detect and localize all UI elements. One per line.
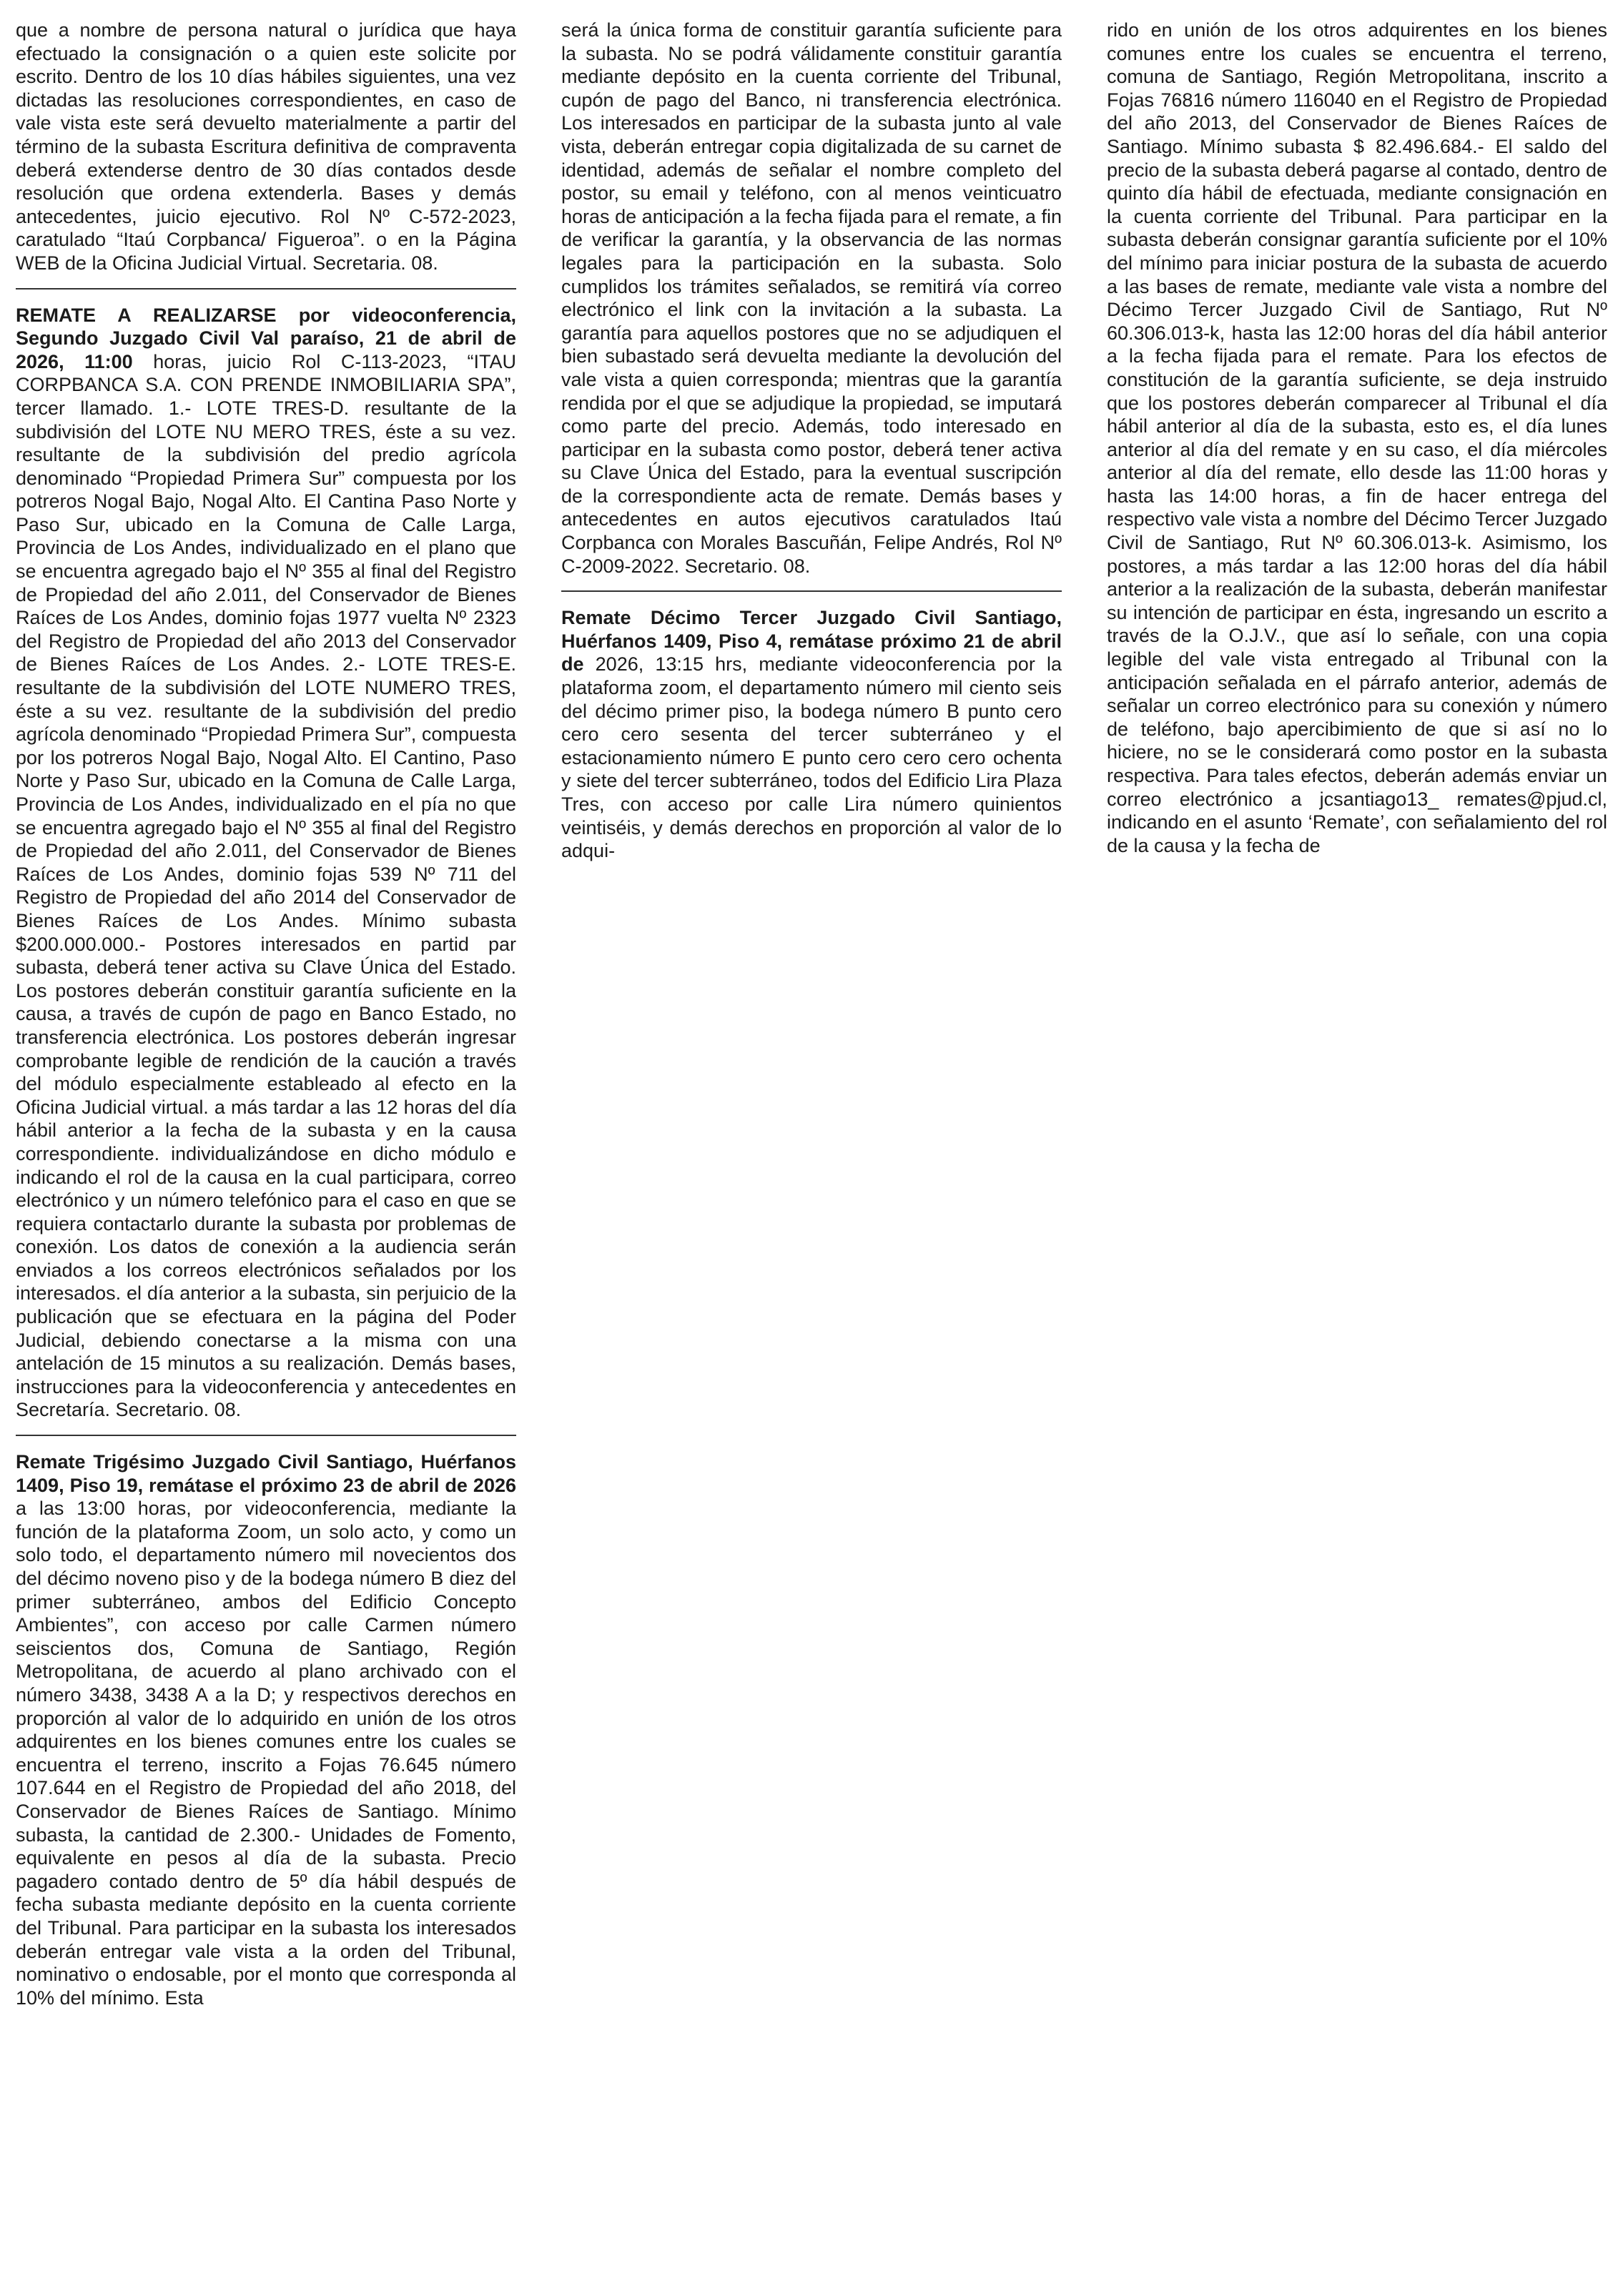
notice-continuation	[561, 19, 1062, 578]
notice-divider	[16, 1435, 516, 1436]
column-1	[16, 19, 516, 2282]
column-3	[1107, 19, 1607, 2282]
notice-remate-trigesimo	[16, 1450, 516, 2009]
notice-body: será la única forma de constituir garantía suficiente para la subasta. No se podrá válidamente constituir garantía mediante depósito en la cuenta corriente del Tribunal, cupón de pago del Banco, ni transferencia electrónica. Los interesados en participar de la subasta junto al vale vista, deberán entregar copia digitalizada de su carnet de identidad, además de señalar el nombre completo del postor, su email y teléfono, con al menos veinticuatro horas de anticipación a la fecha fijada para el remate, a fin de verificar la garantía, y la observancia de las normas legales para la participación en la subasta. Solo cumplidos los trámites señalados, se remitirá vía correo electrónico el link con la invitación a la subasta. La garantía para aquellos postores que no se adjudiquen el bien subastado será devuelta mediante la devolución del vale vista a quien corresponda; mientras que la garantía rendida por el que se adjudique la propiedad, se imputará como parte del precio. Además, todo interesado en participar en la subasta como postor, deberá tener activa su Clave Única del Estado, para la eventual suscripción de la correspondiente acta de remate. Demás bases y antecedentes en autos ejecutivos caratulados Itaú Corpbanca con Morales Bascuñán, Felipe Andrés, Rol Nº C-2009-2022. Secretario. 08.	[561, 19, 1062, 577]
notice-body: 2026, 13:15 hrs, mediante videoconferencia por la plataforma zoom, el departamento número mil ciento seis del décimo primer piso, la bodega número B punto cero cero cero sesenta del tercer subterráneo y el estacionamiento número E punto cero cero cero ochenta y siete del tercer subterráneo, todos del Edificio Lira Plaza Tres, con acceso por calle Lira número quinientos veintiséis, y demás derechos en proporción al valor de lo adqui-	[561, 653, 1062, 862]
notice-remate-valparaiso	[16, 304, 516, 1422]
notice-continuation	[16, 19, 516, 275]
notice-heading: Remate Décimo Tercer Juzgado Civil Santiago, Huérfanos 1409, Piso 4, remátase próximo 21 de abril de	[561, 607, 1062, 676]
notice-remate-decimo-tercer	[561, 606, 1062, 863]
notice-heading: REMATE A REALIZARSE por videoconferencia, Segundo Juzgado Civil Val paraíso, 21 de abril de 2026, 11:00	[16, 304, 516, 372]
column-2	[561, 19, 1062, 2282]
notice-body: rido en unión de los otros adquirentes en los bienes comunes entre los cuales se encuentra el terreno, comuna de Santiago, Región Metropolitana, inscrito a Fojas 76816 número 116040 en el Registro de Propiedad del año 2013, del Conservador de Bienes Raíces de Santiago. Mínimo subasta $ 82.496.684.- El saldo del precio de la subasta deberá pagarse al contado, dentro de quinto día hábil de efectuada, mediante consignación en la cuenta corriente del Tribunal. Para participar en la subasta deberán consignar garantía suficiente por el 10% del mínimo para iniciar postura de la subasta de acuerdo a las bases de remate, mediante vale vista a nombre del Décimo Tercer Juzgado Civil de Santiago, Rut Nº 60.306.013-k, hasta las 12:00 horas del día hábil anterior a la fecha fijada para el remate. Para los efectos de constitución de la garantía suficiente, se deja instruido que los postores deberán comparecer al Tribunal el día hábil anterior al día de la subasta, esto es, el día lunes anterior al día del remate y en su caso, el día miércoles anterior al día del remate, ello desde las 11:00 horas y hasta las 14:00 horas, a fin de hacer entrega del respectivo vale vista a nombre del Décimo Tercer Juzgado Civil de Santiago, Rut Nº 60.306.013-k. Asimismo, los postores, a más tardar a las 12:00 horas del día hábil anterior a la realización de la subasta, deberán manifestar su intención de participar en ésta, ingresando un escrito a través de la O.J.V., que así lo señale, con una copia legible del vale vista entregado al Tribunal con la anticipación señalada en el párrafo anterior, además de señalar un correo electrónico para su conexión y número de teléfono, bajo apercibimiento de que si así no lo hiciere, no se le considerará como postor en la subasta respectiva. Para tales efectos, deberán además enviar un correo electrónico a jcsantiago13_ remates@pjud.cl, indicando en el asunto ‘Remate’, con señalamiento del rol de la causa y la fecha de	[1107, 19, 1607, 856]
notice-body: que a nombre de persona natural o jurídica que haya efectuado la consignación o a quien este solicite por escrito. Dentro de los 10 días hábiles siguientes, una vez dictadas las resoluciones correspondientes, en caso de vale vista este será devuelto materialmente a partir del término de la subasta Escritura definitiva de compraventa deberá extenderse dentro de 30 días contados desde resolución que ordena extenderla. Bases y demás antecedentes, juicio ejecutivo. Rol Nº C-572-2023, caratulado “Itaú Corpbanca/ Figueroa”. o en la Página WEB de la Oficina Judicial Virtual. Secretaria. 08.	[16, 19, 516, 274]
notice-heading: Remate Trigésimo Juzgado Civil Santiago, Huérfanos 1409, Piso 19, remátase el próximo 23 de abril de 2026	[16, 1451, 516, 1496]
notice-body: horas, juicio Rol C-113-2023, “ITAU CORPBANCA S.A. CON PRENDE INMOBILIARIA SPA”, tercer llamado. 1.- LOTE TRES-D. resultante de la subdivisión del LOTE NU MERO TRES, éste a su vez. resultante de la subdivisión del predio agrícola denominado “Propiedad Primera Sur” compuesta por los potreros Nogal Bajo, Nogal Alto. El Cantina Paso Norte y Paso Sur, ubicado en la Comuna de Calle Larga, Provincia de Los Andes, individualizado en el plano que se encuentra agregado bajo el Nº 355 al final del Registro de Propiedad del año 2.011, del Conservador de Bienes Raíces de Los Andes, dominio fojas 1977 vuelta Nº 2323 del Registro de Propiedad del año 2013 del Conservador de Bienes Raíces de Los Andes. 2.- LOTE TRES-E. resultante de la subdivisión del LOTE NUMERO TRES, éste a su vez. resultante de la subdivisión del predio agrícola denominado “Propiedad Primera Sur”, compuesta por los potreros Nogal Bajo, Nogal Alto. El Cantino, Paso Norte y Paso Sur, ubicado en la Comuna de Calle Larga, Provincia de Los Andes, individualizado en el pía no que se encuentra agregado bajo el Nº 355 al final del Registro de Propiedad del año 2.011, del Conservador de Bienes Raíces de Los Andes, dominio fojas 539 Nº 711 del Registro de Propiedad del año 2014 del Conservador de Bienes Raíces de Los Andes. Mínimo subasta $200.000.000.- Postores interesados en partid par subasta, deberá tener activa su Clave Única del Estado. Los postores deberán constituir garantía suficiente en la causa, a través de cupón de pago en Banco Estado, no transferencia electrónica. Los postores deberán ingresar comprobante legible de rendición de la caución a través del módulo especialmente estableado al efecto en la Oficina Judicial virtual. a más tardar a las 12 horas del día hábil anterior a la fecha de la subasta y en la causa correspondiente. individualizándose en dicho módulo e indicando el rol de la causa en la cual participara, correo electrónico y un número telefónico para el caso en que se requiera contactarlo durante la subasta por problemas de conexión. Los datos de conexión a la audiencia serán enviados a los correos electrónicos señalados por los interesados. el día anterior a la subasta, sin perjuicio de la publicación que se efectuara en la página del Poder Judicial, debiendo conectarse a la misma con una antelación de 15 minutos a su realización. Demás bases, instrucciones para la videoconferencia y antecedentes en Secretaría. Secretario. 08.	[16, 350, 516, 1421]
notice-continuation	[1107, 19, 1607, 857]
notice-divider	[16, 288, 516, 290]
notice-divider	[561, 590, 1062, 592]
newspaper-page	[16, 19, 1607, 2282]
notice-body: a las 13:00 horas, por videoconferencia, mediante la función de la plataforma Zoom, un solo acto, y como un solo todo, el departamento número mil novecientos dos del décimo noveno piso y de la bodega número B diez del primer subterráneo, ambos del Edificio Concepto Ambientes”, con acceso por calle Carmen número seiscientos dos, Comuna de Santiago, Región Metropolitana, de acuerdo al plano archivado con el número 3438, 3438 A a la D; y respectivos derechos en proporción al valor de lo adquirido en unión de los otros adquirentes en los bienes comunes entre los cuales se encuentra el terreno, inscrito a Fojas 76.645 número 107.644 en el Registro de Propiedad del año 2018, del Conservador de Bienes Raíces de Santiago. Mínimo subasta, la cantidad de 2.300.- Unidades de Fomento, equivalente en pesos al día de la subasta. Precio pagadero contado dentro de 5º día hábil después de fecha subasta mediante depósito en la cuenta corriente del Tribunal. Para participar en la subasta los interesados deberán entregar vale vista a la orden del Tribunal, nominativo o endosable, por el monto que corresponda al 10% del mínimo. Esta	[16, 1498, 516, 2009]
